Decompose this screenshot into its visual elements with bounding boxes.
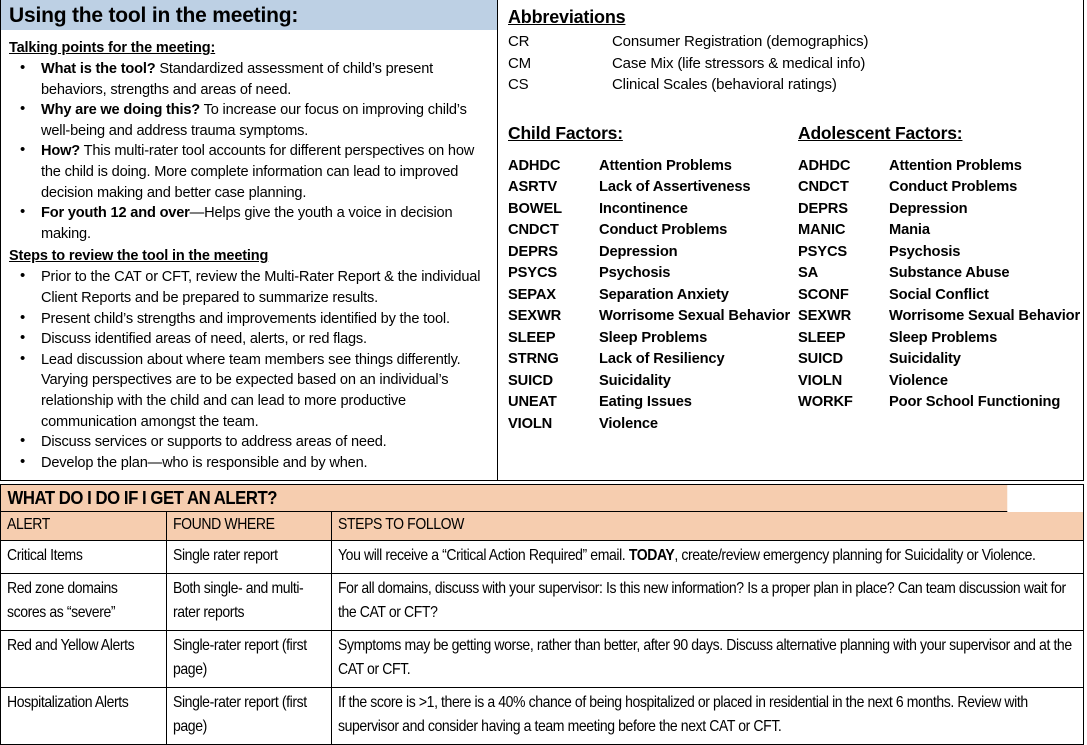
adolescent-factor-row: [798, 349, 1083, 371]
step-item: [7, 432, 489, 453]
child-factor-row-label: Conduct Problems: [599, 222, 728, 238]
child-factor-row: [508, 156, 798, 178]
adolescent-factor-row: [798, 263, 1083, 285]
talking-point-item: [7, 141, 489, 203]
adolescent-factor-row-code: PSYCS: [798, 243, 848, 260]
talking-points-list: [7, 59, 489, 244]
child-factor-row: [508, 177, 798, 199]
child-factor-row-label: Violence: [599, 415, 658, 432]
child-factor-row: [508, 199, 798, 221]
child-factor-row-code: SLEEP: [508, 329, 556, 346]
child-factor-row-code: BOWEL: [508, 200, 562, 217]
talking-point-item-text: To increase our focus on improving child’s well-being and address trauma symptoms.: [41, 102, 467, 139]
adolescent-factor-row-code: ADHDC: [798, 157, 851, 174]
column-header-steps: STEPS TO FOLLOW: [331, 512, 1083, 541]
child-factor-row-code: PSYCS: [508, 265, 558, 281]
steps-list: [7, 267, 489, 473]
adolescent-factor-row-code: SLEEP: [798, 329, 846, 346]
page-title: Using the tool in the meeting:: [9, 4, 299, 27]
adolescent-factor-row-label: Depression: [889, 200, 968, 217]
adolescent-factor-row-label: Mania: [889, 222, 930, 238]
right-panel-reference: [498, 0, 1083, 480]
adolescent-factor-row-code: VIOLN: [798, 372, 843, 389]
adolescent-factor-row-code: MANIC: [798, 222, 846, 238]
talking-point-item: [7, 203, 489, 244]
cell-steps-emphasis: TODAY: [628, 547, 674, 564]
adolescent-factor-row: [798, 156, 1083, 178]
alert-table-body: [1, 541, 1083, 745]
cell-found-where: [166, 574, 331, 631]
cell-steps: [331, 688, 1083, 745]
adolescent-factor-row-code: SUICD: [798, 351, 843, 367]
step-item-text: Discuss identified areas of need, alerts, or red flags.: [41, 331, 367, 348]
adolescent-factor-row-code: CNDCT: [798, 179, 849, 195]
child-factor-row: [508, 349, 798, 371]
adolescent-factor-row: [798, 242, 1083, 264]
child-factor-row-label: Suicidality: [599, 372, 671, 389]
child-factors-list: [508, 156, 798, 436]
child-factor-row-label: Depression: [599, 243, 678, 260]
adolescent-factors-heading: Adolescent Factors:: [798, 122, 963, 143]
abbreviations-heading: Abbreviations: [508, 7, 626, 27]
child-factor-row-label: Incontinence: [599, 200, 688, 217]
cell-alert: [1, 574, 166, 631]
child-factor-row: [508, 414, 798, 436]
child-factor-row-label: Lack of Resiliency: [599, 351, 725, 367]
adolescent-factors-list: [798, 156, 1083, 414]
cell-alert: [1, 688, 166, 745]
child-factor-row-code: DEPRS: [508, 243, 558, 260]
child-factor-row-code: CNDCT: [508, 222, 559, 238]
talking-point-item-lead: For youth 12 and over: [41, 205, 190, 222]
abbreviation-row: [508, 31, 1083, 53]
adolescent-factor-row: [798, 199, 1083, 221]
steps-heading: Steps to review the tool in the meeting: [9, 248, 269, 265]
adolescent-factor-row-code: SA: [798, 265, 819, 281]
cell-steps-text: For all domains, discuss with your supervisor: Is this new information? Is a proper plan in place? Can team discussion wait for the CAT or CFT?: [337, 580, 1066, 621]
cell-alert-text: Red zone domains scores as “severe”: [7, 580, 118, 621]
talking-points-heading: Talking points for the meeting:: [9, 40, 216, 56]
step-item: [7, 453, 489, 474]
talking-point-item-lead: What is the tool?: [41, 61, 156, 77]
table-row: [1, 631, 1083, 688]
cell-steps-text: If the score is >1, there is a 40% chance of being hospitalized or placed in residential in the next 6 months. Review with supervisor and consider having a team meeting before the next CAT or CFT.: [337, 694, 1028, 735]
talking-point-item-lead: How?: [41, 143, 80, 160]
cell-steps-text: Symptoms may be getting worse, rather than better, after 90 days. Discuss alternative planning with your supervisor and at the CAT or CFT.: [337, 637, 1072, 678]
cell-alert-text: Red and Yellow Alerts: [7, 637, 135, 654]
step-item-text: Discuss services or supports to address areas of need.: [41, 434, 387, 451]
adolescent-factor-row-label: Sleep Problems: [889, 329, 998, 346]
cell-steps: [331, 541, 1083, 574]
alert-table-banner: WHAT DO I DO IF I GET AN ALERT?: [1, 485, 1007, 512]
adolescent-factor-row: [798, 306, 1083, 328]
adolescent-factor-row-label: Worrisome Sexual Behavior: [889, 308, 1081, 324]
column-header-found-where: FOUND WHERE: [166, 512, 331, 541]
child-factor-row: [508, 328, 798, 350]
cell-steps: [331, 574, 1083, 631]
talking-point-item-lead: Why are we doing this?: [41, 102, 201, 119]
talking-point-item: [7, 100, 489, 141]
cell-steps: [331, 631, 1083, 688]
abbreviation-code: CR: [508, 33, 530, 50]
alert-table: [1, 512, 1083, 744]
cell-found-where-text: Both single- and multi-rater reports: [172, 580, 303, 621]
cell-found-where: [166, 541, 331, 574]
child-factor-row: [508, 263, 798, 285]
talking-point-item-text: —Helps give the youth a voice in decision making.: [41, 205, 453, 242]
cell-alert: [1, 541, 166, 574]
step-item-text: Develop the plan—who is responsible and by when.: [41, 454, 368, 471]
cell-found-where: [166, 688, 331, 745]
adolescent-factor-row-label: Poor School Functioning: [889, 394, 1061, 410]
adolescent-factors-column: [798, 122, 1083, 436]
child-factor-row-code: SEXWR: [508, 308, 562, 324]
step-item-text: Present child’s strengths and improvements identified by the tool.: [41, 310, 450, 327]
right-panel-body: [498, 0, 1083, 435]
child-factor-row: [508, 285, 798, 307]
child-factor-row-code: ASRTV: [508, 179, 558, 195]
abbreviation-code: CM: [508, 54, 532, 72]
adolescent-factor-row-label: Suicidality: [889, 351, 961, 367]
abbreviation-meaning: Consumer Registration (demographics): [612, 33, 869, 50]
child-factors-heading: Child Factors:: [508, 122, 623, 143]
adolescent-factor-row-code: DEPRS: [798, 200, 848, 217]
step-item: [7, 309, 489, 330]
alert-table-section: [0, 484, 1084, 745]
child-factor-row-label: Worrisome Sexual Behavior: [599, 308, 791, 324]
left-panel-header-bar: [1, 0, 497, 31]
abbreviations-list: [508, 31, 1083, 96]
adolescent-factor-row: [798, 371, 1083, 393]
talking-point-item-text: Standardized assessment of child’s present behaviors, strengths and areas of need.: [41, 61, 434, 98]
cell-alert: [1, 631, 166, 688]
step-item: [7, 267, 489, 308]
child-factor-row-label: Separation Anxiety: [599, 286, 729, 303]
child-factor-row: [508, 371, 798, 393]
step-item: [7, 350, 489, 432]
adolescent-factor-row: [798, 392, 1083, 414]
abbreviation-row: [508, 53, 1083, 75]
step-item: [7, 329, 489, 350]
abbreviation-code: CS: [508, 76, 529, 93]
adolescent-factor-row-label: Psychosis: [889, 243, 961, 260]
abbreviation-meaning: Case Mix (life stressors & medical info): [612, 54, 866, 72]
adolescent-factor-row: [798, 285, 1083, 307]
adolescent-factor-row-label: Violence: [889, 372, 948, 389]
column-header-alert: ALERT: [1, 512, 166, 541]
adolescent-factor-row-label: Attention Problems: [889, 157, 1022, 174]
table-header-row: [1, 512, 1083, 541]
table-row: [1, 688, 1083, 745]
talking-point-item-text: This multi-rater tool accounts for different perspectives on how the child is doing. More complete information can lead to improved decision making and better case planning.: [41, 143, 475, 201]
adolescent-factor-row-code: SCONF: [798, 286, 849, 303]
adolescent-factor-row: [798, 220, 1083, 242]
child-factor-row: [508, 392, 798, 414]
adolescent-factor-row-code: SEXWR: [798, 308, 852, 324]
child-factor-row-label: Psychosis: [599, 265, 671, 281]
child-factor-row-label: Lack of Assertiveness: [599, 179, 751, 195]
adolescent-factor-row: [798, 177, 1083, 199]
abbreviation-meaning: Clinical Scales (behavioral ratings): [612, 76, 837, 93]
table-row: [1, 574, 1083, 631]
cell-found-where-text: Single rater report: [172, 547, 278, 564]
child-factor-row-code: ADHDC: [508, 157, 561, 174]
factors-columns: [508, 122, 1083, 436]
child-factor-row: [508, 220, 798, 242]
child-factors-column: [508, 122, 798, 436]
table-row: [1, 541, 1083, 574]
child-factor-row: [508, 242, 798, 264]
cell-steps-text: You will receive a “Critical Action Required” email. TODAY, create/review emergency planning for Suicidality or Violence.: [337, 547, 1036, 564]
child-factor-row-code: UNEAT: [508, 394, 557, 410]
left-panel-body: [1, 31, 497, 473]
adolescent-factor-row-label: Substance Abuse: [889, 265, 1010, 281]
step-item-text: Lead discussion about where team members see things differently. Varying perspectives are to be expected based on an individual’s relationship with the child and can lead to more productive communication amongst the team.: [41, 351, 461, 430]
talking-point-item: [7, 59, 489, 100]
adolescent-factor-row-code: WORKF: [798, 394, 853, 410]
child-factor-row-code: SEPAX: [508, 286, 556, 303]
child-factor-row-label: Attention Problems: [599, 157, 732, 174]
child-factor-row-code: VIOLN: [508, 415, 553, 432]
left-panel-meeting-guide: [1, 0, 498, 480]
cell-found-where-text: Single-rater report (first page): [172, 694, 307, 735]
child-factor-row-label: Sleep Problems: [599, 329, 708, 346]
child-factor-row-label: Eating Issues: [599, 394, 692, 410]
cell-alert-text: Critical Items: [7, 547, 83, 564]
child-factor-row: [508, 306, 798, 328]
child-factor-row-code: STRNG: [508, 351, 559, 367]
child-factor-row-code: SUICD: [508, 372, 553, 389]
step-item-text: Prior to the CAT or CFT, review the Multi-Rater Report & the individual Client Reports and be prepared to summarize results.: [41, 269, 481, 306]
cell-found-where-text: Single-rater report (first page): [172, 637, 307, 678]
abbreviation-row: [508, 74, 1083, 96]
adolescent-factor-row-label: Social Conflict: [889, 286, 989, 303]
adolescent-factor-row-label: Conduct Problems: [889, 179, 1018, 195]
cell-found-where: [166, 631, 331, 688]
cell-alert-text: Hospitalization Alerts: [7, 694, 129, 711]
adolescent-factor-row: [798, 328, 1083, 350]
